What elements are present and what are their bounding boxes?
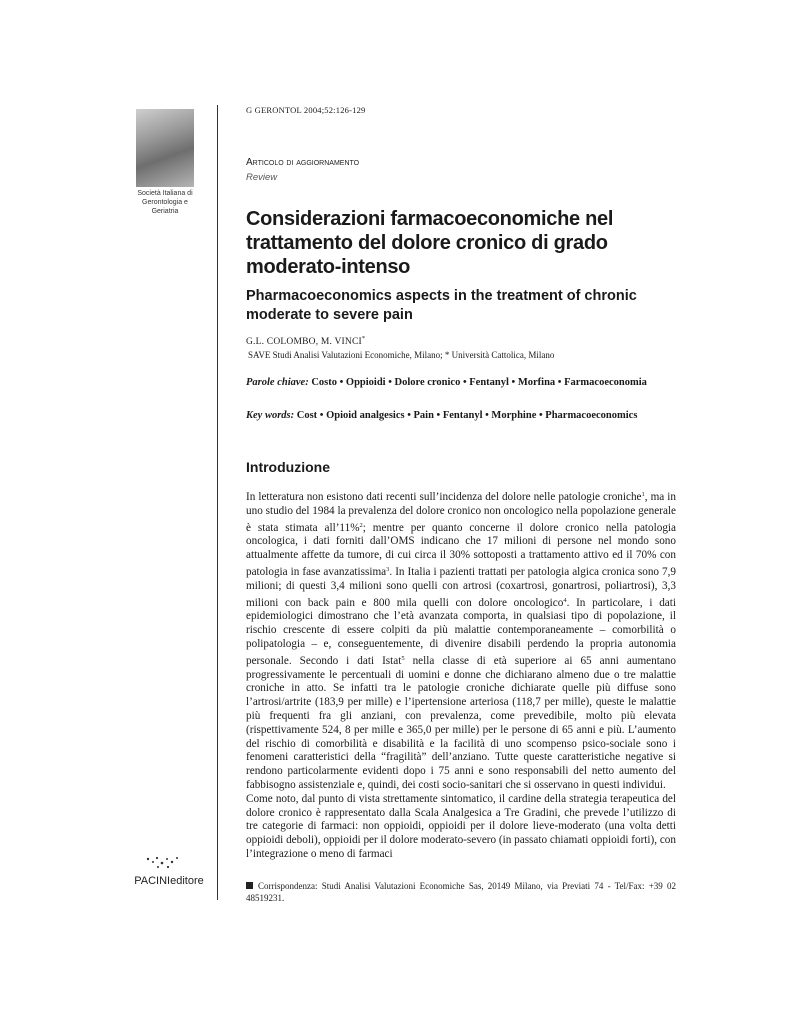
keywords-italian-label: Parole chiave: bbox=[246, 377, 309, 388]
square-bullet-icon bbox=[246, 882, 253, 889]
citation: 1 bbox=[641, 491, 645, 498]
section-heading: Introduzione bbox=[246, 459, 330, 475]
paragraph-2: Come noto, dal punto di vista strettamente sintomatico, il cardine della strategia terapeutica del dolore cronico è rappresentato dalla Scala Analgesica a Tre Gradini, che prevede l’utilizzo di tre categorie di farmaci: non oppioidi, oppioidi per il dolore lieve-moderato (una volta detti oppioidi deboli), oppioidi per il dolore moderato-severo (in passato chiamati oppioidi forti), con l’integrazione o meno di farmaci bbox=[246, 792, 676, 860]
society-logo-portrait bbox=[136, 109, 194, 187]
title-italian: Considerazioni farmacoeconomiche nel trattamento del dolore cronico di grado moderato-intenso bbox=[246, 208, 614, 278]
citation: 4 bbox=[563, 596, 567, 604]
body-text bbox=[246, 488, 676, 862]
article-subcategory: Review bbox=[246, 172, 278, 183]
keywords-italian bbox=[246, 376, 676, 389]
society-name: Società Italiana di Gerontologia e Geriatria bbox=[137, 190, 193, 215]
citation: 2 bbox=[359, 521, 363, 529]
citation: 5 bbox=[401, 654, 405, 662]
paragraph-1: In letteratura non esistono dati recenti sull’incidenza del dolore nelle patologie croniche$^1$, ma in uno studio del 1984 la prevalenza del dolore cronico non oncologico nella popolazione generale è stata stimata all’11%$^2$; mentre per quanto concerne il dolore cronico nella patologia oncologica, i dati forniti dall’OMS indicano che 17 milioni di persone nel mondo sono attualmente affette da tumore, di cui circa il 30% sottoposti a trattamento attivo ed il 70% con patologia in fase avanzatissima$^3$. In Italia i pazienti trattati per patologia algica cronica sono 7,9 milioni; di questi 3,4 milioni sono quelli con artrosi (coxartrosi, gonartrosi, poliartrosi), 3,3 milioni con back pain e 800 mila quelli con dolore oncologico$^4$. In particolare, i dati epidemiologici dimostrano che l’età avanzata comporta, in qualsiasi tipo di popolazione, il rischio crescente di essere colpiti da più malattie contemporaneamente – comorbilità o polipatologia – e, conseguentemente, di divenire disabili perdendo la propria autonomia personale. Secondo i dati Istat$^5$ nella classe di età superiore ai 65 anni aumentano progressivamente le percentuali di uomini e donne che dichiarano almeno due o tre malattie croniche in atto. Se infatti tra le patologie croniche dichiarate quelle più diffuse sono l’artrosi/artrite (183,9 per mille) e l’ipertensione arteriosa (118,7 per mille), queste le malattie più frequenti fra gli anziani, con prevalenza, come prevedibile, molto più elevata (rispettivamente 524, 8 per mille e 365,0 per mille) per le persone di 65 anni e più. L’aumento del rischio di comorbilità e disabilità e la facilità di uno scompenso psico-sociale sono i fenomeni caratteristici della “fragilità” dell’anziano. Tutte queste caratteristiche negative si rendono particolarmente evidenti dopo i 75 anni e sono responsabili del netto aumento del fabbisogno assistenziale e, quindi, dei costi socio-sanitari che si osservano in questi individui. bbox=[246, 491, 677, 791]
pacini-logo-icon bbox=[143, 855, 183, 871]
keywords-english-label: Key words: bbox=[246, 410, 295, 421]
column-divider bbox=[217, 105, 218, 900]
keywords-english bbox=[246, 409, 676, 422]
authors: G.L. COLOMBO, M. VINCI* bbox=[246, 335, 366, 347]
correspondence-note: Corrispondenza: Studi Analisi Valutazioni Economiche Sas, 20149 Milano, via Previati 74 - Tel/Fax: +39 02 48519231. bbox=[246, 881, 676, 903]
citation: 3 bbox=[386, 565, 390, 573]
publisher-name: PACINIeditore bbox=[134, 875, 204, 887]
article-category: Articolo di aggiornamento bbox=[246, 157, 360, 168]
title-english: Pharmacoeconomics aspects in the treatment of chronic moderate to severe pain bbox=[246, 288, 637, 323]
keywords-english-list: Cost • Opioid analgesics • Pain • Fentanyl • Morphine • Pharmacoeconomics bbox=[296, 410, 638, 421]
affiliation: SAVE Studi Analisi Valutazioni Economiche, Milano; * Università Cattolica, Milano bbox=[248, 350, 555, 360]
journal-reference: G GERONTOL 2004;52:126-129 bbox=[246, 105, 366, 115]
keywords-italian-list: Costo • Oppioidi • Dolore cronico • Fentanyl • Morfina • Farmacoeconomia bbox=[311, 377, 647, 388]
